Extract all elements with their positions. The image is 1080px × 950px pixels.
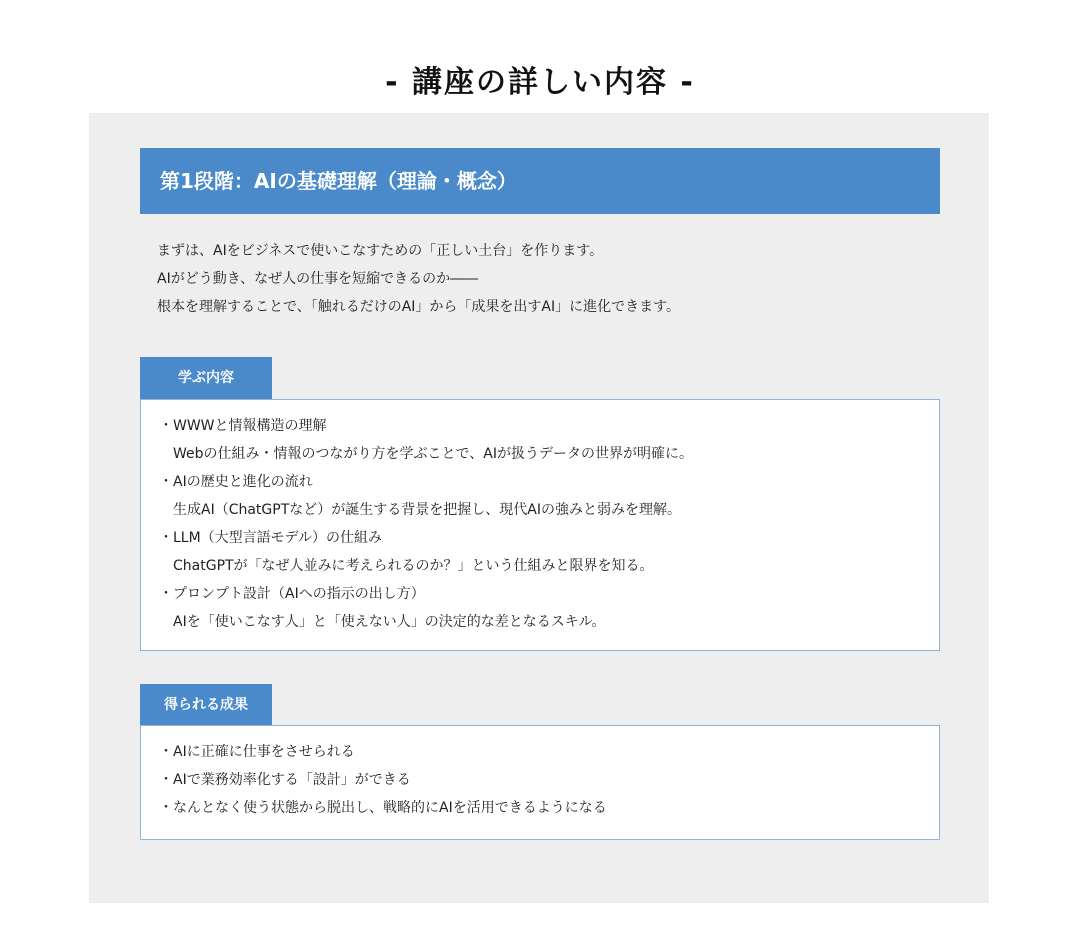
learn-item-title: ・プロンプト設計（AIへの指示の出し方） [159,586,425,602]
learn-item-desc: Webの仕組み・情報のつながり方を学ぶことで、AIが扱うデータの世界が明確に。 [173,446,693,462]
learn-item-title: ・AIの歴史と進化の流れ [159,474,313,490]
learn-content-box [140,399,940,651]
result-item: ・なんとなく使う状態から脱出し、戦略的にAIを活用できるようになる [159,800,607,816]
intro-line: まずは、AIをビジネスで使いこなすための「正しい土台」を作ります。 [157,243,604,259]
results-tab-label: 得られる成果 [140,684,272,726]
learn-item-desc: 生成AI（ChatGPTなど）が誕生する背景を把握し、現代AIの強みと弱みを理解。 [173,502,681,518]
learn-item-title: ・WWWと情報構造の理解 [159,418,327,434]
result-item: ・AIで業務効率化する「設計」ができる [159,772,411,788]
page-title: - 講座の詳しい内容 - [385,65,695,101]
result-item: ・AIに正確に仕事をさせられる [159,744,355,760]
learn-tab-label: 学ぶ内容 [140,357,272,399]
results-content-box [140,725,940,840]
intro-line: 根本を理解することで、「触れるだけのAI」から「成果を出すAI」に進化できます。 [157,299,681,315]
learn-item-title: ・LLM（大型言語モデル）の仕組み [159,530,382,546]
intro-line: AIがどう動き、なぜ人の仕事を短縮できるのか―― [157,271,479,287]
stage-header: 第1段階：AIの基礎理解（理論・概念） [140,148,940,214]
stage-intro [157,237,937,321]
learn-item-desc: AIを「使いこなす人」と「使えない人」の決定的な差となるスキル。 [173,614,606,630]
stage-panel [89,113,989,903]
learn-item-desc: ChatGPTが「なぜ人並みに考えられるのか？」という仕組みと限界を知る。 [173,558,654,574]
